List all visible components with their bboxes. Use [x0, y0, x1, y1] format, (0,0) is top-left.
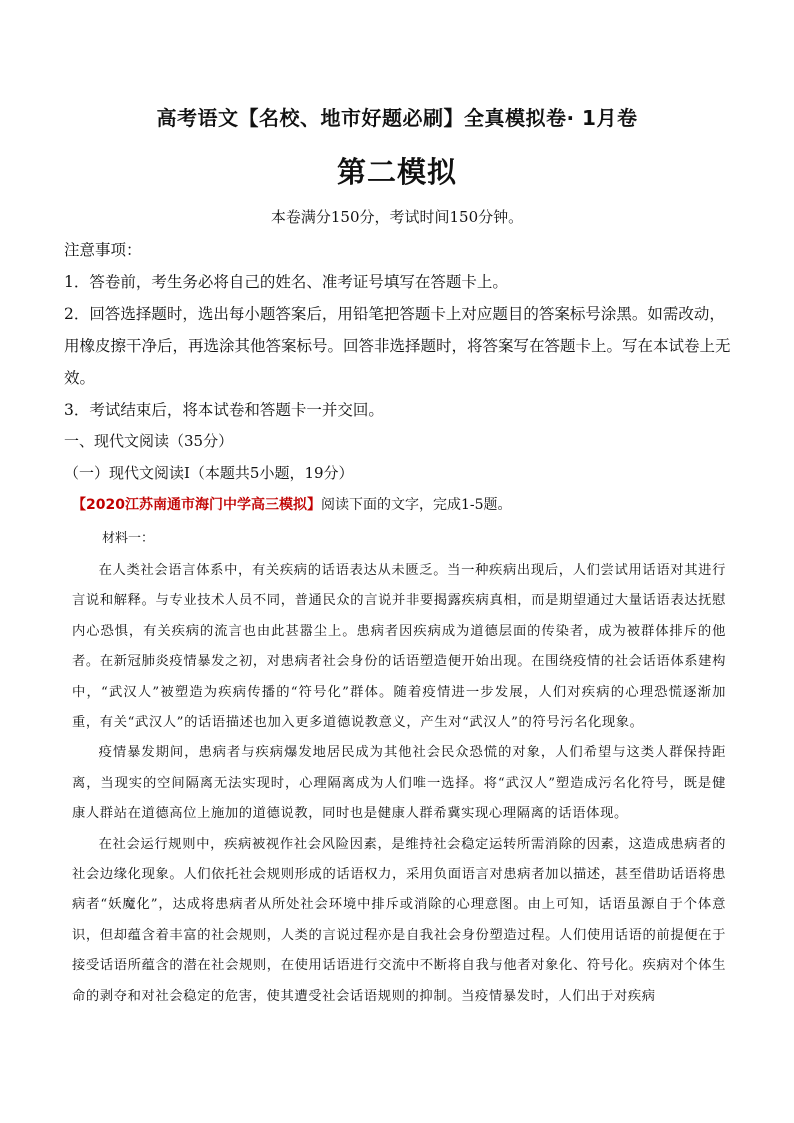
passage-paragraph: 在人类社会语言体系中，有关疾病的话语表达从未匮乏。当一种疾病出现后，人们尝试用话语对其进行言说和解释。与专业技术人员不同，普通民众的言说并非要揭露疾病真相，而是期望通过大量话语表达抚慰内心恐惧，有关疾病的流言也由此甚嚣尘上。患病者因疾病成为道德层面的传染者，成为被群体排斥的他者。在新冠肺炎疫情暴发之初，对患病者社会身份的话语塑造便开始出现。在围绕疫情的社会话语体系建构中，“武汉人”被塑造为疾病传播的“符号化”群体。随着疫情进一步发展，人们对疾病的心理恐慌逐渐加重，有关“武汉人”的话语描述也加入更多道德说教意义，产生对“武汉人”的符号污名化现象。: [72, 563, 726, 731]
exam-subtitle: 第二模拟: [336, 155, 457, 189]
passage-text: [72, 556, 726, 1012]
passage-paragraph: 疫情暴发期间，患病者与疾病爆发地居民成为其他社会民众恐慌的对象，人们希望与这类人群保持距离，当现实的空间隔离无法实现时，心理隔离成为人们唯一选择。将“武汉人”塑造成污名化符号，既是健康人群站在道德高位上施加的道德说教，同时也是健康人群希冀实现心理隔离的话语体现。: [72, 745, 726, 822]
question-source-line: [72, 494, 736, 514]
notice-heading: 注意事项：: [64, 241, 142, 259]
section-subheading-reading-1: （一）现代文阅读Ⅰ（本题共5小题，19分）: [64, 464, 354, 482]
notice-item-2: 2．回答选择题时，选出每小题答案后，用铅笔把答题卡上对应题目的答案标号涂黑。如需改动，用橡皮擦干净后，再选涂其他答案标号。回答非选择题时，将答案写在答题卡上。写在本试卷上无效。: [64, 305, 731, 387]
source-instruction: 阅读下面的文字，完成1-5题。: [320, 497, 512, 513]
source-tag: 【2020江苏南通市海门中学高三模拟】: [72, 497, 321, 513]
notice-item-1: 1．答卷前，考生务必将自己的姓名、准考证号填写在答题卡上。: [64, 273, 508, 291]
exam-title: 高考语文【名校、地市好题必刷】全真模拟卷· 1月卷: [156, 106, 638, 130]
notice-item-3: 3．考试结束后，将本试卷和答题卡一并交回。: [64, 401, 384, 419]
passage-paragraph: 在社会运行规则中，疾病被视作社会风险因素，是维持社会稳定运转所需消除的因素，这造成患病者的社会边缘化现象。人们依托社会规则形成的话语权力，采用负面语言对患病者加以描述，甚至借助话语将患病者“妖魔化”，达成将患病者从所处社会环境中排斥或消除的心理意图。由上可知，话语虽源自于个体意识，但却蕴含着丰富的社会规则，人类的言说过程亦是自我社会身份塑造过程。人们使用话语的前提便在于接受话语所蕴含的潜在社会规则，在使用话语进行交流中不断将自我与他者对象化、符号化。疾病对个体生命的剥夺和对社会稳定的危害，使其遭受社会话语规则的抑制。当疫情暴发时，人们出于对疾病: [72, 836, 726, 1004]
section-heading-modern-reading: 一、现代文阅读（35分）: [64, 432, 234, 450]
material-label: 材料一：: [102, 531, 155, 546]
score-info: 本卷满分150分，考试时间150分钟。: [270, 208, 524, 226]
notice-block: [64, 234, 736, 426]
